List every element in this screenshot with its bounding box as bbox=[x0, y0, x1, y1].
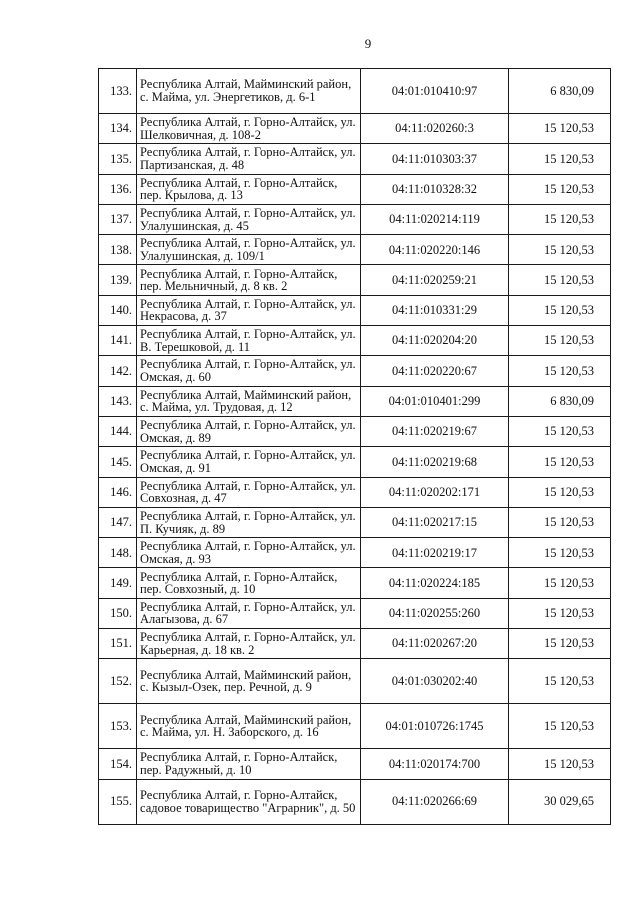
row-cadastral-number: 04:01:010726:1745 bbox=[361, 704, 509, 749]
row-number: 154. bbox=[99, 749, 137, 779]
row-number: 134. bbox=[99, 114, 137, 144]
table-row bbox=[99, 326, 611, 356]
table-row bbox=[99, 598, 611, 628]
row-cadastral-number: 04:11:020266:69 bbox=[361, 779, 509, 824]
row-address: Республика Алтай, Майминский район, с. Майма, ул. Н. Заборского, д. 16 bbox=[137, 704, 361, 749]
row-cadastral-number: 04:11:020219:17 bbox=[361, 538, 509, 568]
row-value: 15 120,53 bbox=[509, 416, 611, 446]
row-value: 15 120,53 bbox=[509, 235, 611, 265]
row-cadastral-number: 04:11:020220:146 bbox=[361, 235, 509, 265]
table-row bbox=[99, 568, 611, 598]
row-number: 145. bbox=[99, 447, 137, 477]
table-row bbox=[99, 356, 611, 386]
row-value: 6 830,09 bbox=[509, 386, 611, 416]
row-cadastral-number: 04:01:010410:97 bbox=[361, 69, 509, 114]
row-cadastral-number: 04:11:020224:185 bbox=[361, 568, 509, 598]
row-address: Республика Алтай, г. Горно-Алтайск, ул. Улалушинская, д. 45 bbox=[137, 204, 361, 234]
table-row bbox=[99, 779, 611, 824]
row-number: 149. bbox=[99, 568, 137, 598]
table-row bbox=[99, 295, 611, 325]
row-address: Республика Алтай, г. Горно-Алтайск, ул. Омская, д. 93 bbox=[137, 538, 361, 568]
row-number: 139. bbox=[99, 265, 137, 295]
row-value: 15 120,53 bbox=[509, 629, 611, 659]
row-value: 15 120,53 bbox=[509, 114, 611, 144]
row-address: Республика Алтай, г. Горно-Алтайск, ул. Алагызова, д. 67 bbox=[137, 598, 361, 628]
row-address: Республика Алтай, г. Горно-Алтайск, ул. В. Терешковой, д. 11 bbox=[137, 326, 361, 356]
table-row bbox=[99, 416, 611, 446]
row-address: Республика Алтай, г. Горно-Алтайск, пер. Совхозный, д. 10 bbox=[137, 568, 361, 598]
row-cadastral-number: 04:11:020220:67 bbox=[361, 356, 509, 386]
row-address: Республика Алтай, г. Горно-Алтайск, ул. Партизанская, д. 48 bbox=[137, 144, 361, 174]
row-number: 138. bbox=[99, 235, 137, 265]
table-row bbox=[99, 386, 611, 416]
table-row bbox=[99, 477, 611, 507]
row-value: 15 120,53 bbox=[509, 326, 611, 356]
row-value: 15 120,53 bbox=[509, 659, 611, 704]
row-value: 15 120,53 bbox=[509, 447, 611, 477]
row-address: Республика Алтай, г. Горно-Алтайск, ул. Омская, д. 60 bbox=[137, 356, 361, 386]
page-number: 9 bbox=[364, 36, 372, 51]
row-cadastral-number: 04:11:020174:700 bbox=[361, 749, 509, 779]
property-table-body bbox=[99, 69, 611, 825]
row-cadastral-number: 04:11:020202:171 bbox=[361, 477, 509, 507]
table-row bbox=[99, 704, 611, 749]
row-number: 152. bbox=[99, 659, 137, 704]
row-cadastral-number: 04:11:010328:32 bbox=[361, 174, 509, 204]
row-cadastral-number: 04:11:020204:20 bbox=[361, 326, 509, 356]
row-address: Республика Алтай, г. Горно-Алтайск, ул. П. Кучияк, д. 89 bbox=[137, 507, 361, 537]
row-cadastral-number: 04:11:020217:15 bbox=[361, 507, 509, 537]
row-address: Республика Алтай, г. Горно-Алтайск, ул. Улалушинская, д. 109/1 bbox=[137, 235, 361, 265]
row-number: 155. bbox=[99, 779, 137, 824]
row-address: Республика Алтай, Майминский район, с. Майма, ул. Трудовая, д. 12 bbox=[137, 386, 361, 416]
row-cadastral-number: 04:11:020267:20 bbox=[361, 629, 509, 659]
property-table bbox=[98, 68, 611, 825]
table-row bbox=[99, 114, 611, 144]
row-value: 15 120,53 bbox=[509, 704, 611, 749]
table-row bbox=[99, 204, 611, 234]
row-cadastral-number: 04:11:020260:3 bbox=[361, 114, 509, 144]
row-cadastral-number: 04:01:010401:299 bbox=[361, 386, 509, 416]
table-row bbox=[99, 749, 611, 779]
row-cadastral-number: 04:11:020219:68 bbox=[361, 447, 509, 477]
row-value: 15 120,53 bbox=[509, 265, 611, 295]
table-row bbox=[99, 235, 611, 265]
row-number: 143. bbox=[99, 386, 137, 416]
row-address: Республика Алтай, г. Горно-Алтайск, ул. Шелковичная, д. 108-2 bbox=[137, 114, 361, 144]
row-address: Республика Алтай, г. Горно-Алтайск, ул. Омская, д. 89 bbox=[137, 416, 361, 446]
table-row bbox=[99, 265, 611, 295]
row-number: 135. bbox=[99, 144, 137, 174]
row-cadastral-number: 04:11:020255:260 bbox=[361, 598, 509, 628]
row-cadastral-number: 04:01:030202:40 bbox=[361, 659, 509, 704]
row-address: Республика Алтай, г. Горно-Алтайск, ул. Омская, д. 91 bbox=[137, 447, 361, 477]
row-cadastral-number: 04:11:020259:21 bbox=[361, 265, 509, 295]
row-address: Республика Алтай, г. Горно-Алтайск, ул. Карьерная, д. 18 кв. 2 bbox=[137, 629, 361, 659]
table-row bbox=[99, 69, 611, 114]
row-cadastral-number: 04:11:020214:119 bbox=[361, 204, 509, 234]
row-number: 153. bbox=[99, 704, 137, 749]
row-address: Республика Алтай, г. Горно-Алтайск, пер. Мельничный, д. 8 кв. 2 bbox=[137, 265, 361, 295]
table-row bbox=[99, 538, 611, 568]
row-value: 15 120,53 bbox=[509, 174, 611, 204]
row-value: 15 120,53 bbox=[509, 749, 611, 779]
row-cadastral-number: 04:11:020219:67 bbox=[361, 416, 509, 446]
row-value: 15 120,53 bbox=[509, 477, 611, 507]
row-number: 147. bbox=[99, 507, 137, 537]
row-value: 15 120,53 bbox=[509, 507, 611, 537]
table-row bbox=[99, 507, 611, 537]
row-address: Республика Алтай, г. Горно-Алтайск, садовое товарищество "Аграрник", д. 50 bbox=[137, 779, 361, 824]
row-address: Республика Алтай, г. Горно-Алтайск, ул. Некрасова, д. 37 bbox=[137, 295, 361, 325]
row-address: Республика Алтай, г. Горно-Алтайск, пер. Радужный, д. 10 bbox=[137, 749, 361, 779]
row-number: 150. bbox=[99, 598, 137, 628]
row-number: 151. bbox=[99, 629, 137, 659]
row-number: 137. bbox=[99, 204, 137, 234]
row-value: 15 120,53 bbox=[509, 568, 611, 598]
row-address: Республика Алтай, Майминский район, с. Кызыл-Озек, пер. Речной, д. 9 bbox=[137, 659, 361, 704]
row-value: 15 120,53 bbox=[509, 204, 611, 234]
row-address: Республика Алтай, Майминский район, с. Майма, ул. Энергетиков, д. 6-1 bbox=[137, 69, 361, 114]
table-row bbox=[99, 629, 611, 659]
row-number: 140. bbox=[99, 295, 137, 325]
row-cadastral-number: 04:11:010331:29 bbox=[361, 295, 509, 325]
row-number: 148. bbox=[99, 538, 137, 568]
table-row bbox=[99, 144, 611, 174]
row-address: Республика Алтай, г. Горно-Алтайск, ул. Совхозная, д. 47 bbox=[137, 477, 361, 507]
table-row bbox=[99, 659, 611, 704]
row-number: 142. bbox=[99, 356, 137, 386]
row-value: 6 830,09 bbox=[509, 69, 611, 114]
row-address: Республика Алтай, г. Горно-Алтайск, пер. Крылова, д. 13 bbox=[137, 174, 361, 204]
row-number: 146. bbox=[99, 477, 137, 507]
row-value: 30 029,65 bbox=[509, 779, 611, 824]
row-value: 15 120,53 bbox=[509, 598, 611, 628]
row-cadastral-number: 04:11:010303:37 bbox=[361, 144, 509, 174]
row-number: 144. bbox=[99, 416, 137, 446]
row-value: 15 120,53 bbox=[509, 356, 611, 386]
row-number: 133. bbox=[99, 69, 137, 114]
row-number: 141. bbox=[99, 326, 137, 356]
row-value: 15 120,53 bbox=[509, 295, 611, 325]
table-row bbox=[99, 174, 611, 204]
row-value: 15 120,53 bbox=[509, 538, 611, 568]
table-row bbox=[99, 447, 611, 477]
row-number: 136. bbox=[99, 174, 137, 204]
row-value: 15 120,53 bbox=[509, 144, 611, 174]
